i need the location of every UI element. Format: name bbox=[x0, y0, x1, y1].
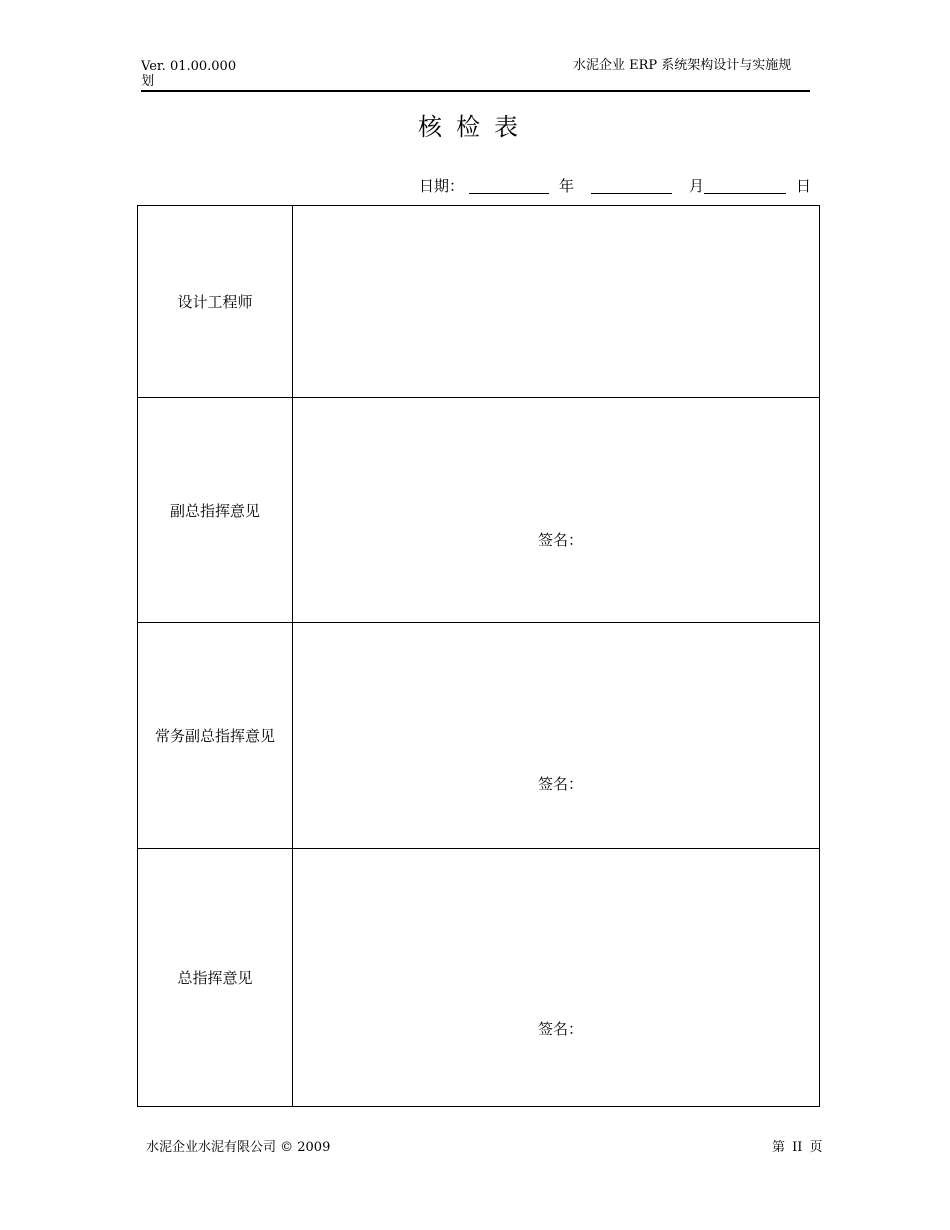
day-blank[interactable] bbox=[704, 193, 786, 194]
row-label: 常务副总指挥意见 bbox=[138, 623, 293, 849]
year-blank[interactable] bbox=[469, 193, 549, 194]
comment-area[interactable] bbox=[293, 206, 820, 398]
signature-label: 签名： bbox=[538, 531, 584, 549]
page-number: 第 II 页 bbox=[772, 1140, 823, 1155]
header-title-continuation: 划 bbox=[141, 74, 155, 89]
month-blank[interactable] bbox=[591, 193, 672, 194]
comment-area[interactable] bbox=[293, 849, 820, 1107]
row-label: 总指挥意见 bbox=[138, 849, 293, 1107]
comment-area[interactable] bbox=[293, 398, 820, 623]
comment-area[interactable] bbox=[293, 623, 820, 849]
date-label: 日期： bbox=[419, 177, 465, 195]
signature-label: 签名： bbox=[538, 775, 584, 793]
day-label: 日 bbox=[796, 177, 812, 195]
review-table bbox=[137, 205, 820, 1107]
row-label: 设计工程师 bbox=[138, 206, 293, 398]
row-label: 副总指挥意见 bbox=[138, 398, 293, 623]
header-divider bbox=[141, 90, 810, 92]
form-title: 核检表 bbox=[418, 113, 532, 141]
table-row bbox=[138, 398, 820, 623]
footer-copyright: 水泥企业水泥有限公司 © 2009 bbox=[146, 1140, 331, 1155]
document-title-header: 水泥企业 ERP 系统架构设计与实施规 bbox=[573, 58, 792, 73]
table-row bbox=[138, 849, 820, 1107]
year-label: 年 bbox=[559, 177, 575, 195]
table-row bbox=[138, 206, 820, 398]
month-label: 月 bbox=[689, 177, 705, 195]
signature-label: 签名： bbox=[538, 1020, 584, 1038]
table-row bbox=[138, 623, 820, 849]
document-version: Ver. 01.00.000 bbox=[141, 59, 237, 74]
